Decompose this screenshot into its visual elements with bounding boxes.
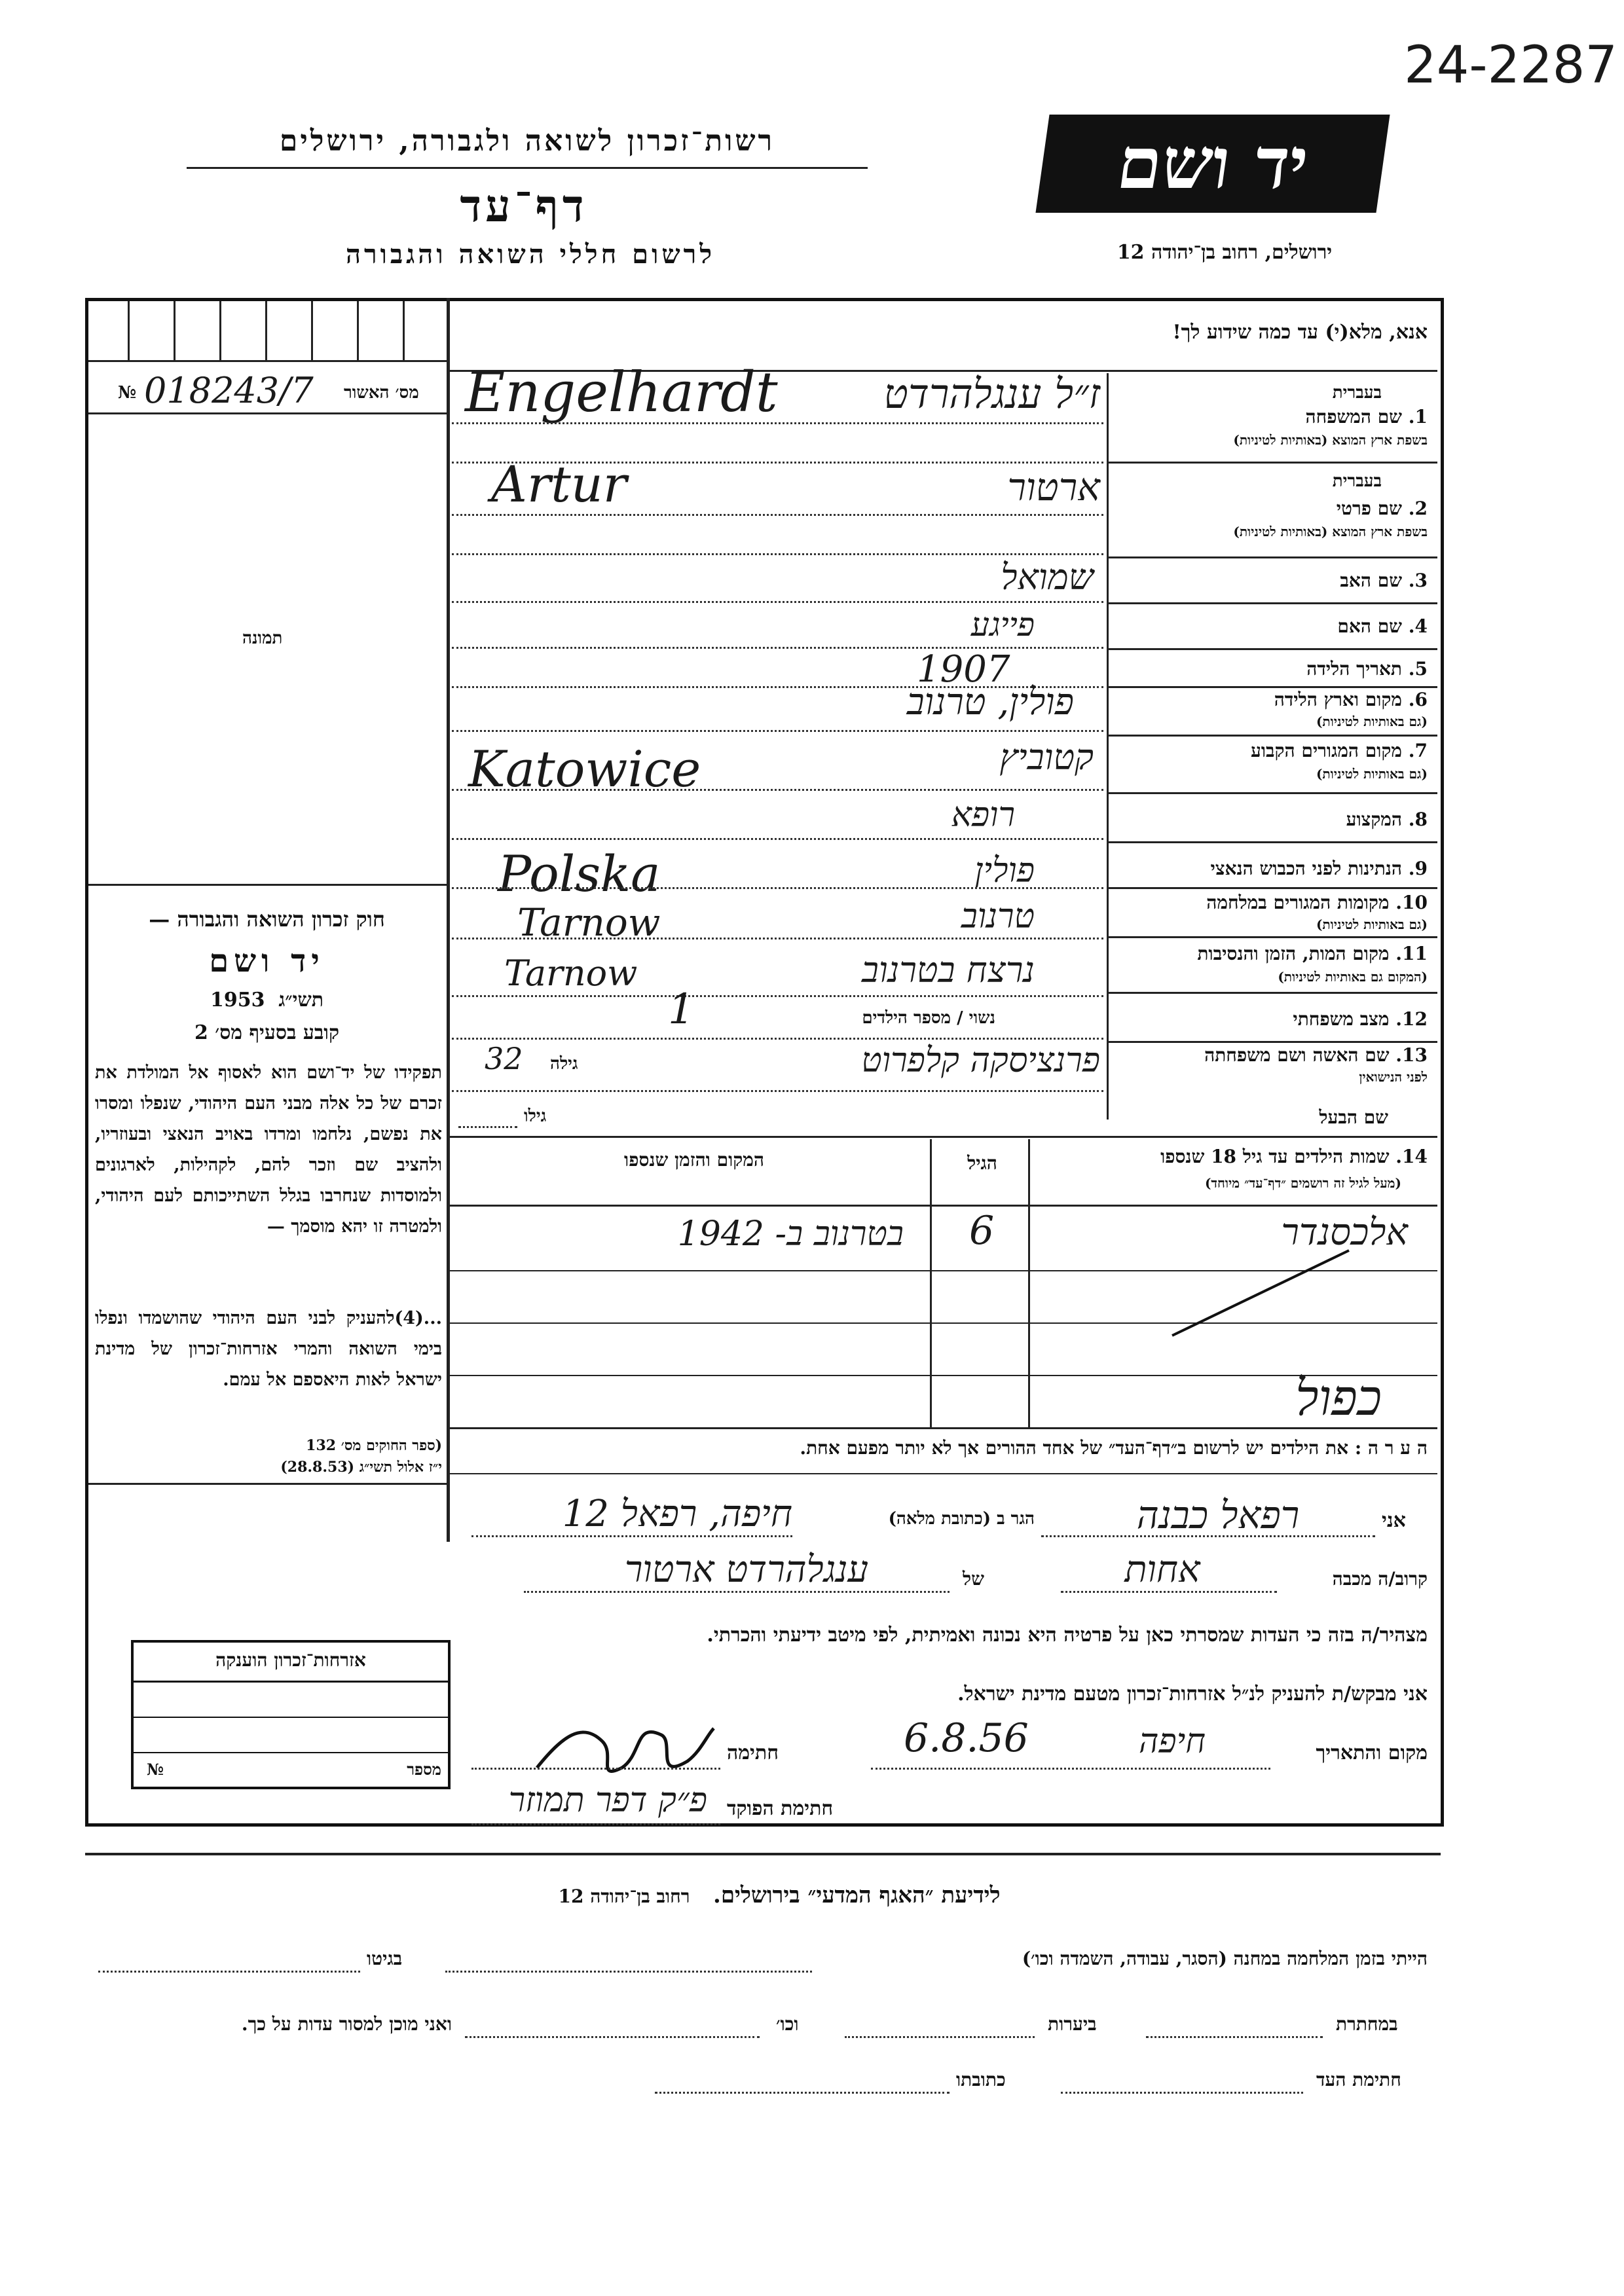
- field-7-line: [452, 789, 1103, 791]
- field-1-num: 1.: [1408, 406, 1428, 428]
- field-13-label: [1113, 1044, 1428, 1066]
- field-6-value: פולין, טרנוב: [906, 681, 1074, 723]
- authority-underline: [187, 167, 868, 169]
- law-ref: (ספר החוקים מס׳ 132: [306, 1437, 442, 1454]
- decl-signature-line: [471, 1768, 720, 1770]
- field-11-num: 11.: [1395, 943, 1428, 964]
- law-text-2: ...(4)להעניק לבני העם היהודי שהושמדו ונפלו בימי השואה והמרי אזרחות־זכרון של מדינת ישראל לאות היאספם אל עמם.: [95, 1308, 442, 1390]
- field-3-label: [1113, 570, 1428, 592]
- field-7-num: 7.: [1408, 740, 1428, 761]
- decl-officer-label: חתימת הפוקד: [727, 1797, 834, 1820]
- field-4-num: 4.: [1408, 615, 1428, 637]
- field-9-line: [452, 887, 1103, 889]
- remark: ה ע ר ה : את הילדים יש לרשום ב״דף־העד״ של אחד ההורים אך לא יותר מפעם אחת.: [800, 1437, 1428, 1459]
- field-3-num: 3.: [1408, 570, 1428, 591]
- children-col-names: [1035, 1146, 1428, 1168]
- field-6-label: [1113, 689, 1428, 711]
- children-bottom: [449, 1427, 1437, 1429]
- footer-line-2a: במחתרת: [1336, 2013, 1398, 2035]
- photo-label: תמונה: [242, 629, 283, 648]
- footer-title: [393, 1882, 1166, 1908]
- field-2-num: 2.: [1408, 498, 1428, 519]
- field-1-value-latin: Engelhardt: [465, 360, 778, 424]
- field-5-label-text: תאריך הלידה: [1306, 658, 1403, 680]
- field-7-value-latin: Katowice: [468, 740, 701, 798]
- children-col-hint: (מעל לגיל זה רושמים ״דף־עד״ מיוחד): [1204, 1175, 1401, 1191]
- field-10-value-he: טרנוב: [961, 897, 1035, 936]
- decl-address-line: [471, 1535, 792, 1537]
- law-title: חוק זכרון השואה והגבורה —: [149, 907, 385, 932]
- decl-name: רפאל כבנה: [1136, 1493, 1300, 1537]
- field-10-num: 10.: [1395, 892, 1428, 913]
- field-13-value: פרנציסקה קלפרוט: [861, 1041, 1100, 1080]
- field-9-label-text: הנתינות לפני הכבוש הנאצי: [1210, 858, 1403, 879]
- field-6-line: [452, 730, 1103, 732]
- citizenship-box-title: אזרחות־זכרון הוענקה: [134, 1643, 448, 1683]
- footer-line-3-field-b: [655, 2092, 950, 2094]
- field-2-line: [452, 514, 1103, 516]
- field-7-hint: (גם באותיות לטיניות): [1316, 766, 1428, 782]
- footer-line-3b: כתובתו: [956, 2069, 1006, 2090]
- decl-place-date-label: מקום והתאריך: [1316, 1741, 1428, 1764]
- children-col-age: הגיל: [967, 1152, 997, 1174]
- decl-date: 6.8.56: [904, 1715, 1029, 1761]
- field-12-bottom: [1107, 1041, 1437, 1043]
- field-8-value: רופא: [951, 795, 1015, 835]
- field-2-bottom: [1107, 556, 1437, 558]
- law-name: יד ושם: [209, 943, 325, 979]
- field-2-value-latin: Artur: [491, 455, 627, 513]
- field-2-line-2: [452, 553, 1103, 555]
- checkbox-strip: [88, 301, 447, 362]
- footer-line-2c: וכו׳: [776, 2013, 799, 2035]
- decl-of-value: ענגלהרדט ארטור: [624, 1548, 869, 1591]
- form-title: דף־עד: [460, 180, 588, 232]
- footer-title-text: לידיעת ״האגף המדעי״ בירושלים.: [713, 1882, 1001, 1908]
- field-10-label-text: מקומות המגורים במלחמה: [1206, 892, 1390, 913]
- field-1: [1107, 376, 1434, 462]
- field-3-line: [452, 601, 1103, 603]
- decl-i-label: אני: [1382, 1509, 1406, 1532]
- decl-address: חיפה, רפאל 12: [562, 1493, 792, 1535]
- field-5-value: 1907: [917, 648, 1010, 691]
- field-11-label-text: מקום המות, הזמן והנסיבות: [1197, 943, 1390, 964]
- field-2-in-hebrew: בעברית: [1332, 471, 1382, 491]
- children-col-place: המקום והזמן שנספו: [624, 1149, 764, 1171]
- field-7-label: [1113, 740, 1428, 762]
- field-13-label-text: שם האשה ושם משפחתה: [1204, 1044, 1390, 1066]
- children-col-divider-1: [1028, 1139, 1030, 1427]
- field-9-bottom: [1107, 887, 1437, 889]
- law-year: [92, 989, 442, 1011]
- field-9-label: [1113, 858, 1428, 880]
- decl-relation-value: אחות: [1124, 1548, 1200, 1591]
- field-11-value-latin: Tarnow: [504, 953, 638, 994]
- footer-line-3a: חתימת העד: [1316, 2069, 1401, 2090]
- child-1-age: 6: [969, 1208, 995, 1254]
- field-9-value-he: פולין: [974, 851, 1035, 890]
- field-11-label: [1113, 943, 1428, 965]
- decl-request: אני מבקש/ת להעניק לנ״ל אזרחות־זכרון מטעם מדינת ישראל.: [957, 1683, 1428, 1705]
- decl-place: חיפה: [1138, 1722, 1206, 1761]
- logo-text: יד ושם: [1112, 122, 1314, 205]
- field-4-value: פייגע: [970, 606, 1035, 644]
- left-column-divider: [447, 298, 450, 1542]
- children-col-names-text: שמות הילדים עד גיל 18 שנספו: [1160, 1146, 1390, 1167]
- child-1-name: אלכסנדר: [1281, 1211, 1408, 1254]
- field-12-label-text: מצב משפחתי: [1293, 1008, 1390, 1030]
- field-8-line: [452, 838, 1103, 840]
- footer-line-2-field-b: [845, 2036, 1035, 2038]
- field-10-label: [1113, 892, 1428, 914]
- authority-name: רשות־זכרון לשואה ולגבורה, ירושלים: [279, 124, 775, 158]
- remark-bottom: [449, 1473, 1437, 1474]
- field-1-value-he: ז״ל ענגלהרדט: [883, 370, 1100, 418]
- field-5-bottom: [1107, 686, 1437, 688]
- field-4-bottom: [1107, 648, 1437, 650]
- field-1-bottom: [1107, 462, 1437, 464]
- footer-line-2d: ואני מוכן למסור עדות על כך.: [241, 2013, 452, 2035]
- field-8-label-text: המקצוע: [1346, 809, 1403, 830]
- decl-officer-line: [471, 1823, 720, 1825]
- field-1-label: [1306, 406, 1428, 428]
- field-10-line: [452, 938, 1103, 939]
- field-2-value-he: ארטור: [1007, 465, 1100, 509]
- decl-officer-value: פ״ק דפר תמוזר: [508, 1781, 707, 1820]
- field-8-num: 8.: [1408, 809, 1428, 830]
- field-6-hint: (גם באותיות לטיניות): [1316, 714, 1428, 729]
- field-7-label-text: מקום המגורים הקבוע: [1251, 740, 1403, 761]
- field-13-hint: לפני הנישואין: [1359, 1069, 1428, 1085]
- field-4-label-text: שם האם: [1337, 615, 1403, 637]
- field-3-value: שמואל: [1001, 556, 1094, 598]
- field-12-line: [452, 1038, 1103, 1040]
- form-subtitle: לרשום חללי השואה והגבורה: [345, 239, 716, 270]
- field-8-bottom: [1107, 841, 1437, 843]
- decl-relation-label: קרוב/ה מכבה: [1332, 1568, 1428, 1590]
- field-2-label-text: שם פרטי: [1336, 498, 1403, 519]
- request-line: אנא, מלא(י) עד כמה שידוע לך!: [1172, 321, 1428, 344]
- field-5-num: 5.: [1408, 658, 1428, 680]
- law-bottom: [88, 1483, 449, 1485]
- field-13-age-label: גילה: [550, 1054, 578, 1074]
- field-2-hint: בשפת ארץ המוצא (באותיות לטיניות): [1233, 524, 1428, 539]
- field-6-num: 6.: [1408, 689, 1428, 710]
- field-8-label: [1113, 809, 1428, 831]
- footer-line-2-field-c: [465, 2036, 760, 2038]
- field-5-label: [1113, 658, 1428, 680]
- field-11-line: [452, 995, 1103, 997]
- archive-number: 24-2287: [1404, 36, 1617, 95]
- footer-line-1a: הייתי בזמן המלחמה במחנה (הסגר, עבודה, השמדה וכו׳): [1022, 1948, 1428, 1969]
- children-num: 14.: [1395, 1146, 1428, 1167]
- law-year-heb: תשי״ג: [278, 989, 324, 1011]
- footer-line-1-field-2: [98, 1971, 360, 1973]
- field-1-in-hebrew: בעברית: [1332, 383, 1382, 403]
- child-duplicate-note: כפול: [1295, 1368, 1382, 1427]
- field-12-num: 12.: [1395, 1008, 1428, 1030]
- field-7-value-he: קטוביץ: [999, 737, 1094, 778]
- husband-age-label: גילו: [524, 1106, 547, 1126]
- field-12-label: [1113, 1008, 1428, 1030]
- children-header-bottom: [449, 1205, 1437, 1207]
- field-3-label-text: שם האב: [1340, 570, 1403, 591]
- citizenship-number-label: מספר: [407, 1760, 441, 1779]
- decl-signature-label: חתימה: [727, 1741, 779, 1764]
- field-11-bottom: [1107, 992, 1437, 994]
- law-ref-2: י״ז אלול תשי״ג (28.8.53): [280, 1459, 442, 1476]
- field-11-value-he: נרצח בטרנוב: [861, 949, 1035, 991]
- approval-label: מס׳ האשור: [344, 383, 419, 403]
- field-1-hint: בשפת ארץ המוצא (באותיות לטיניות): [1233, 432, 1428, 448]
- field-1-label-text: שם המשפחה: [1305, 406, 1403, 428]
- field-10-value-latin: Tarnow: [517, 900, 661, 945]
- footer-line-1-field: [445, 1971, 812, 1973]
- field-13-age-value: 32: [485, 1041, 523, 1076]
- decl-place-line: [871, 1768, 1270, 1770]
- field-9-num: 9.: [1408, 858, 1428, 879]
- decl-resides-label: הגר ב (כתובת מלאה): [888, 1509, 1035, 1529]
- address: ירושלים, רחוב בן־יהודה 12: [1116, 241, 1333, 264]
- field-10-bottom: [1107, 936, 1437, 938]
- approval-underline: [88, 412, 447, 414]
- footer-address: רחוב בן־יהודה 12: [558, 1886, 690, 1907]
- approval-no-symbol: №: [118, 383, 137, 403]
- footer-line-3-field-a: [1061, 2092, 1303, 2094]
- child-1-place: בטרנוב ב- 1942: [677, 1214, 904, 1254]
- field-2: [1107, 465, 1434, 556]
- field-2-label: [1337, 498, 1428, 520]
- decl-name-line: [1041, 1535, 1375, 1537]
- husband-bottom: [449, 1136, 1437, 1138]
- footer-top-line: [85, 1853, 1441, 1855]
- decl-of-line: [524, 1591, 950, 1593]
- field-6-bottom: [1107, 735, 1437, 737]
- husband-line: [458, 1126, 517, 1128]
- field-1-line: [452, 422, 1103, 424]
- field-13-num: 13.: [1395, 1044, 1428, 1066]
- citizenship-no-symbol: №: [147, 1760, 164, 1779]
- field-10-hint: (גם באותיות לטיניות): [1316, 917, 1428, 932]
- yad-vashem-logo: [1035, 115, 1390, 213]
- footer-line-1b: בגיטו: [367, 1948, 403, 1969]
- law-text: תפקידו של יד־ושם הוא לאסוף אל המולדת את זכרם של כל אלה מבני העם היהודי, שנפלו ומסרו את נפשם, נלחמו ומרדו באויב הנאצי ובעוזריו, ולהציב שם וזכר להם, לקהילות, לארגונים ולמוסדות שנחרבו בגלל השתייכותם לעם היהודי, ולמטרה זו יהא מוסמך —: [95, 1063, 442, 1237]
- approval-number: 018243/7: [144, 370, 314, 411]
- husband-label: שם הבעל: [1319, 1106, 1388, 1128]
- law-section: קובע בסעיף מס׳ 2: [194, 1021, 340, 1044]
- citizenship-box: [131, 1640, 451, 1789]
- field-13-line: [452, 1090, 1103, 1092]
- photo-bottom: [88, 884, 447, 886]
- field-12-children-count: 1: [668, 985, 695, 1034]
- child-strike-line: [1166, 1244, 1362, 1342]
- children-col-divider-2: [930, 1139, 932, 1427]
- decl-relation-line: [1061, 1591, 1277, 1593]
- decl-of-label: של: [963, 1568, 984, 1590]
- field-3-bottom: [1107, 602, 1437, 604]
- footer-line-2-field-a: [1146, 2036, 1323, 2038]
- field-7-bottom: [1107, 792, 1437, 794]
- field-12-value-label: נשוי / מספר הילדים: [862, 1008, 995, 1028]
- field-4-label: [1113, 615, 1428, 638]
- field-6-label-text: מקום וארץ הלידה: [1274, 689, 1403, 710]
- field-9-value-latin: Polska: [498, 845, 661, 903]
- decl-statement: מצהיר/ה בזה כי העדות שמסרתי כאן על פרטיה היא נכונה ואמיתית, לפי מיטב ידיעתי והכרתי.: [707, 1624, 1428, 1647]
- field-11-hint: (המקום גם באותיות לטיניות): [1278, 969, 1428, 985]
- footer-line-2b: ביערות: [1048, 2013, 1097, 2035]
- law-year-greg: 1953: [210, 989, 265, 1011]
